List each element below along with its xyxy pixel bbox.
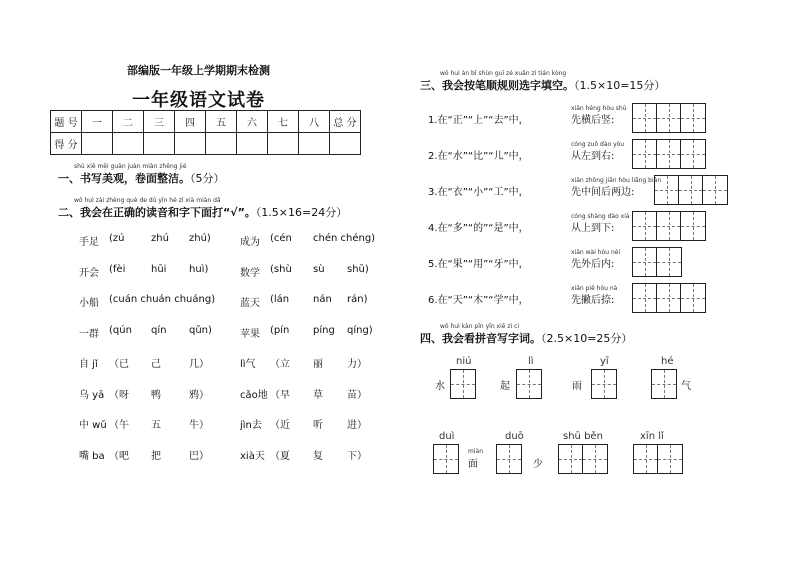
question-word: 乌 yā (79, 390, 105, 401)
stroke-rule: 从左到右: (571, 151, 615, 162)
score-cell: 三 (144, 111, 175, 133)
writing-box[interactable] (651, 369, 677, 399)
writing-cell[interactable] (658, 445, 682, 473)
score-input-cell[interactable] (268, 133, 299, 155)
score-cell: 四 (175, 111, 206, 133)
writing-cell[interactable] (657, 104, 681, 132)
writing-box[interactable] (633, 444, 683, 474)
stroke-rule: 先外后内: (571, 259, 615, 270)
answer-option[interactable]: (lán (270, 294, 290, 305)
question-word: 小船 (79, 298, 99, 309)
score-cell: 六 (237, 111, 268, 133)
writing-cell[interactable] (681, 104, 705, 132)
writing-box[interactable] (433, 444, 459, 474)
fill-question: 1.在“正”“上”“去”中， (428, 115, 529, 126)
writing-cell[interactable] (583, 445, 607, 473)
answer-option[interactable]: (cén (270, 233, 292, 244)
answer-option[interactable]: huì) (189, 264, 209, 275)
question-word: 蓝天 (240, 298, 260, 309)
word-pinyin: xīn lǐ (640, 431, 664, 442)
section3-score: （1.5×10=15分） (574, 79, 666, 92)
rule-pinyin: cóng zuǒ dào yòu (571, 141, 625, 148)
writing-cell[interactable] (497, 445, 521, 473)
question-word: 开会 (79, 268, 99, 279)
answer-option[interactable]: qíng) (347, 325, 373, 336)
question-word: 一群 (79, 329, 99, 340)
stroke-rule: 先横后竖: (571, 115, 615, 126)
answer-option[interactable]: 巴） (189, 451, 209, 462)
score-cell: 得 分 (51, 133, 82, 155)
score-input-cell[interactable] (330, 133, 361, 155)
section3-text: 三、我会按笔顺规则选字填空。 (420, 79, 574, 92)
fill-question: 2.在“水”“比”“儿”中， (428, 151, 529, 162)
answer-option[interactable]: 把 (151, 451, 161, 462)
answer-option[interactable]: 己 (151, 359, 161, 370)
score-cell: 二 (113, 111, 144, 133)
section4-score: （2.5×10=25分） (541, 332, 633, 345)
answer-option[interactable]: 听 (313, 420, 323, 431)
section4-heading (420, 330, 632, 346)
answer-option[interactable]: 力） (347, 359, 367, 370)
answer-option[interactable]: píng (313, 325, 335, 336)
question-word: jìn去 (240, 420, 262, 431)
given-char: 少 (533, 459, 543, 470)
score-table-header-row (51, 111, 361, 133)
answer-grid[interactable] (632, 247, 682, 277)
rule-pinyin: xiān piě hòu nà (571, 285, 618, 292)
answer-option[interactable]: 进） (347, 420, 367, 431)
given-char: 气 (681, 381, 691, 392)
score-table (50, 110, 361, 155)
word-pinyin: duō (505, 431, 524, 442)
writing-cell[interactable] (652, 370, 676, 398)
section2-text: 二、我会在正确的读音和字下面打“√”。 (58, 206, 256, 219)
writing-cell[interactable] (657, 212, 681, 240)
word-pinyin: yī (600, 356, 609, 367)
rule-pinyin: cóng shàng dào xià (571, 213, 630, 220)
answer-option[interactable]: (qún (109, 325, 132, 336)
answer-option[interactable]: qín (151, 325, 167, 336)
answer-option[interactable]: chén chéng) (313, 233, 376, 244)
word-pinyin: lì (528, 356, 534, 367)
answer-grid[interactable] (654, 175, 728, 205)
section3-pinyin: wǒ huì àn bǐ shùn guī zé xuǎn zì tián kòng (440, 70, 567, 77)
answer-option[interactable]: zhú (151, 233, 169, 244)
answer-grid[interactable] (632, 211, 706, 241)
given-char: 面 (468, 459, 478, 470)
writing-cell[interactable] (681, 284, 705, 312)
answer-option[interactable]: 丽 (313, 359, 323, 370)
answer-option[interactable]: (pín (270, 325, 290, 336)
writing-cell[interactable] (655, 176, 679, 204)
writing-cell[interactable] (681, 212, 705, 240)
score-input-cell[interactable] (82, 133, 113, 155)
score-cell: 总 分 (330, 111, 361, 133)
answer-grid[interactable] (632, 283, 706, 313)
fill-question: 4.在“多”“的”“是”中， (428, 223, 529, 234)
section2-heading (58, 204, 347, 220)
writing-cell[interactable] (703, 176, 727, 204)
answer-option[interactable]: hūi (151, 264, 167, 275)
question-word: cǎo地 (240, 390, 268, 401)
answer-option[interactable]: (zú (109, 233, 125, 244)
section1-pinyin: shū xiě měi guān juàn miàn zhěng jié (74, 163, 187, 170)
answer-option[interactable]: qǔn) (189, 325, 212, 336)
answer-option[interactable]: (fèi (109, 264, 126, 275)
writing-cell[interactable] (559, 445, 583, 473)
section4-text: 四、我会看拼音写字词。 (420, 332, 541, 345)
answer-option[interactable]: 复 (313, 451, 323, 462)
section2-pinyin: wǒ huì zài zhèng què de dú yīn hé zì xià miàn dǎ (74, 197, 221, 204)
question-word: 自 jǐ (79, 359, 98, 370)
fill-question: 3.在“衣”“小”“工”中， (428, 187, 529, 198)
score-input-cell[interactable] (113, 133, 144, 155)
answer-option[interactable]: （立 (270, 359, 290, 370)
answer-option[interactable]: （吧 (109, 451, 129, 462)
section1-score: （5分） (190, 172, 225, 185)
score-table-score-row (51, 133, 361, 155)
answer-option[interactable]: nán (313, 294, 332, 305)
word-pinyin: shū běn (563, 431, 603, 442)
answer-option[interactable]: （已 (109, 359, 129, 370)
answer-grid[interactable] (632, 103, 706, 133)
writing-cell[interactable] (633, 104, 657, 132)
question-word: 苹果 (240, 329, 260, 340)
answer-option[interactable]: 鸭 (151, 390, 161, 401)
given-char: 水 (435, 381, 445, 392)
writing-cell[interactable] (517, 370, 541, 398)
stroke-rule: 先中间后两边: (571, 187, 635, 198)
section4-pinyin: wǒ huì kàn pīn yīn xiě zì cí (440, 323, 520, 330)
answer-option[interactable]: 苗） (347, 390, 367, 401)
question-word: 成为 (240, 237, 260, 248)
answer-option[interactable]: 牛） (189, 420, 209, 431)
writing-cell[interactable] (633, 140, 657, 168)
score-input-cell[interactable] (299, 133, 330, 155)
question-word: xià天 (240, 451, 265, 462)
paper-title: 一年级语文试卷 (132, 90, 265, 111)
answer-option[interactable]: （午 (109, 420, 129, 431)
score-input-cell[interactable] (175, 133, 206, 155)
fill-question: 5.在“果”“用”“牙”中， (428, 259, 529, 270)
answer-option[interactable]: （夏 (270, 451, 290, 462)
writing-box[interactable] (496, 444, 522, 474)
score-input-cell[interactable] (237, 133, 268, 155)
word-pinyin: hé (661, 356, 674, 367)
writing-cell[interactable] (592, 370, 616, 398)
writing-cell[interactable] (451, 370, 475, 398)
section3-heading (420, 77, 665, 93)
answer-option[interactable]: shū) (347, 264, 369, 275)
answer-option[interactable]: （早 (270, 390, 290, 401)
stroke-rule: 从上到下: (571, 223, 615, 234)
word-pinyin: duì (439, 431, 455, 442)
answer-option[interactable]: 几） (189, 359, 209, 370)
writing-box[interactable] (558, 444, 608, 474)
writing-cell[interactable] (633, 212, 657, 240)
score-input-cell[interactable] (206, 133, 237, 155)
question-word: lì气 (240, 359, 256, 370)
fill-question: 6.在“天”“木”“学”中， (428, 295, 529, 306)
given-char: 雨 (572, 381, 582, 392)
given-char: 起 (500, 381, 510, 392)
answer-option[interactable]: sù (313, 264, 325, 275)
question-word: 数学 (240, 268, 260, 279)
question-word: 手足 (79, 237, 99, 248)
writing-box[interactable] (516, 369, 542, 399)
word-pinyin: niú (456, 356, 472, 367)
question-word: 中 wǔ (79, 420, 107, 431)
answer-option[interactable]: rán) (347, 294, 368, 305)
answer-grid[interactable] (632, 139, 706, 169)
score-cell: 七 (268, 111, 299, 133)
stroke-rule: 先撇后捺: (571, 295, 615, 306)
section1-heading (58, 170, 225, 186)
writing-cell[interactable] (679, 176, 703, 204)
rule-pinyin: xiān zhōng jiān hòu liǎng biān (571, 177, 662, 184)
writing-cell[interactable] (434, 445, 458, 473)
given-pinyin: miàn (468, 448, 483, 455)
writing-cell[interactable] (681, 140, 705, 168)
writing-cell[interactable] (633, 284, 657, 312)
rule-pinyin: xiān héng hòu shù (571, 105, 627, 112)
question-word: 嘴 ba (79, 451, 105, 462)
answer-option[interactable]: (shù (270, 264, 292, 275)
score-input-cell[interactable] (144, 133, 175, 155)
answer-option[interactable]: (cuán chuán chuáng) (109, 294, 216, 305)
score-cell: 五 (206, 111, 237, 133)
writing-cell[interactable] (634, 445, 658, 473)
writing-cell[interactable] (657, 284, 681, 312)
answer-option[interactable]: 鸦） (189, 390, 209, 401)
answer-option[interactable]: 下） (347, 451, 367, 462)
writing-cell[interactable] (657, 248, 681, 276)
writing-cell[interactable] (657, 140, 681, 168)
section1-text: 一、书写美观，卷面整洁。 (58, 172, 190, 185)
rule-pinyin: xiān wài hòu nèi (571, 249, 621, 256)
answer-option[interactable]: （近 (270, 420, 290, 431)
answer-option[interactable]: 五 (151, 420, 161, 431)
writing-cell[interactable] (633, 248, 657, 276)
score-cell: 八 (299, 111, 330, 133)
answer-option[interactable]: 草 (313, 390, 323, 401)
writing-box[interactable] (450, 369, 476, 399)
score-cell: 一 (82, 111, 113, 133)
section2-score: （1.5×16=24分） (255, 206, 348, 219)
exam-title: 部编版一年级上学期期末检测 (127, 64, 270, 77)
answer-option[interactable]: zhú) (189, 233, 211, 244)
score-cell: 题 号 (51, 111, 82, 133)
writing-box[interactable] (591, 369, 617, 399)
answer-option[interactable]: （呀 (109, 390, 129, 401)
